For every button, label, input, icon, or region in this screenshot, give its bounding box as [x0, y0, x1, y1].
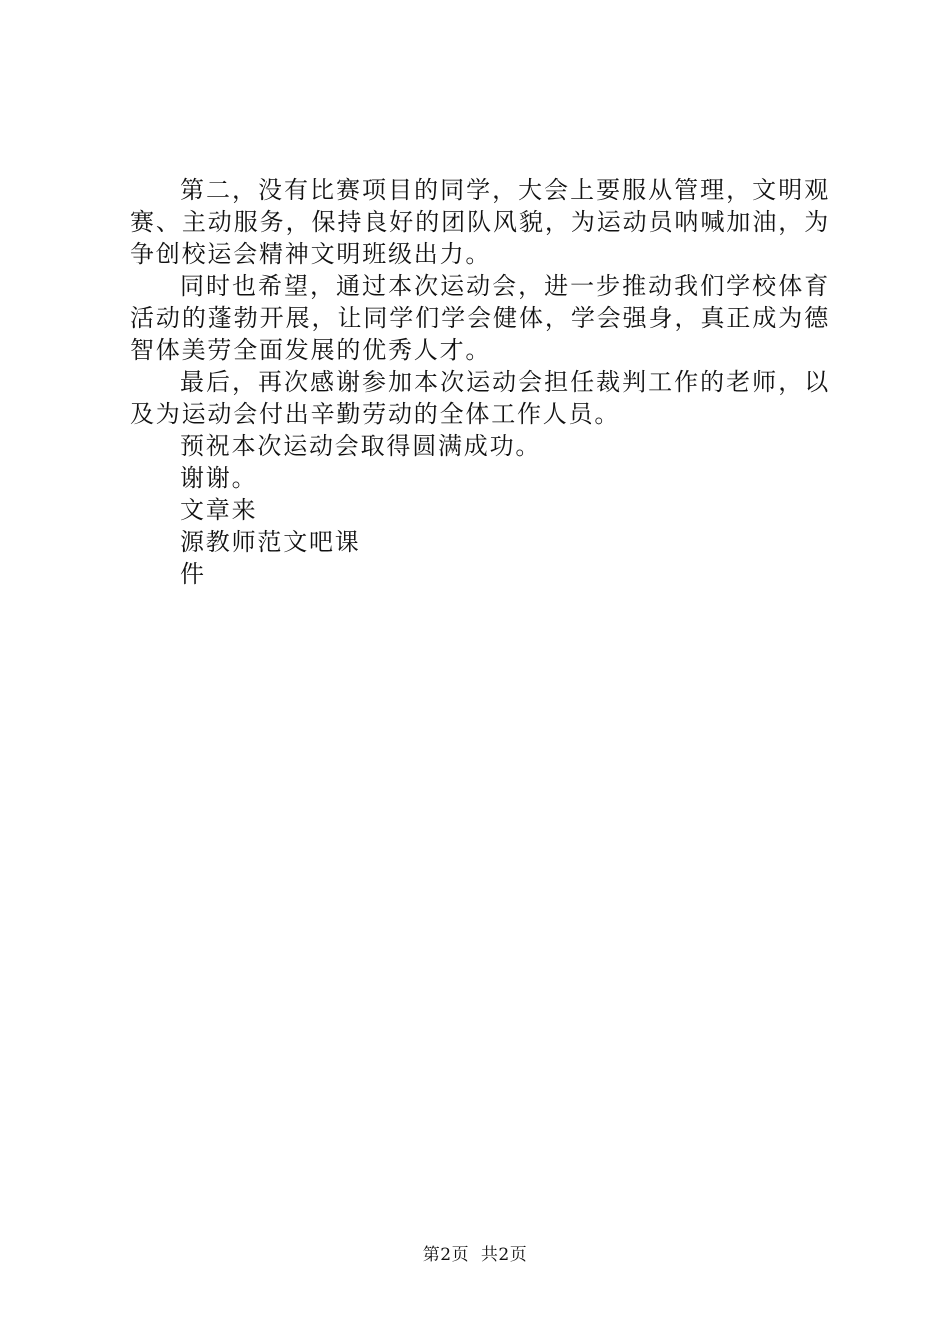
paragraph-2: 同时也希望，通过本次运动会，进一步推动我们学校体育活动的蓬勃开展，让同学们学会健体，学会强身，真正成为德智体美劳全面发展的优秀人才。 — [130, 272, 830, 364]
page-total: 共2页 — [480, 1245, 528, 1265]
source-line-3: 件 — [180, 560, 206, 588]
document-body — [130, 174, 830, 590]
paragraph-3: 最后，再次感谢参加本次运动会担任裁判工作的老师，以及为运动会付出辛勤劳动的全体工作人员。 — [130, 368, 830, 428]
page-number: 第2页 — [422, 1245, 470, 1265]
source-line-1: 文章来 — [180, 496, 258, 524]
closing-thanks: 谢谢。 — [180, 464, 258, 492]
source-line-2: 源教师范文吧课 — [180, 528, 361, 556]
footer-separator — [469, 1245, 481, 1265]
closing-wish: 预祝本次运动会取得圆满成功。 — [180, 432, 542, 460]
page-footer — [0, 1244, 950, 1266]
paragraph-1: 第二，没有比赛项目的同学，大会上要服从管理，文明观赛、主动服务，保持良好的团队风貌，为运动员呐喊加油，为争创校运会精神文明班级出力。 — [130, 176, 830, 268]
